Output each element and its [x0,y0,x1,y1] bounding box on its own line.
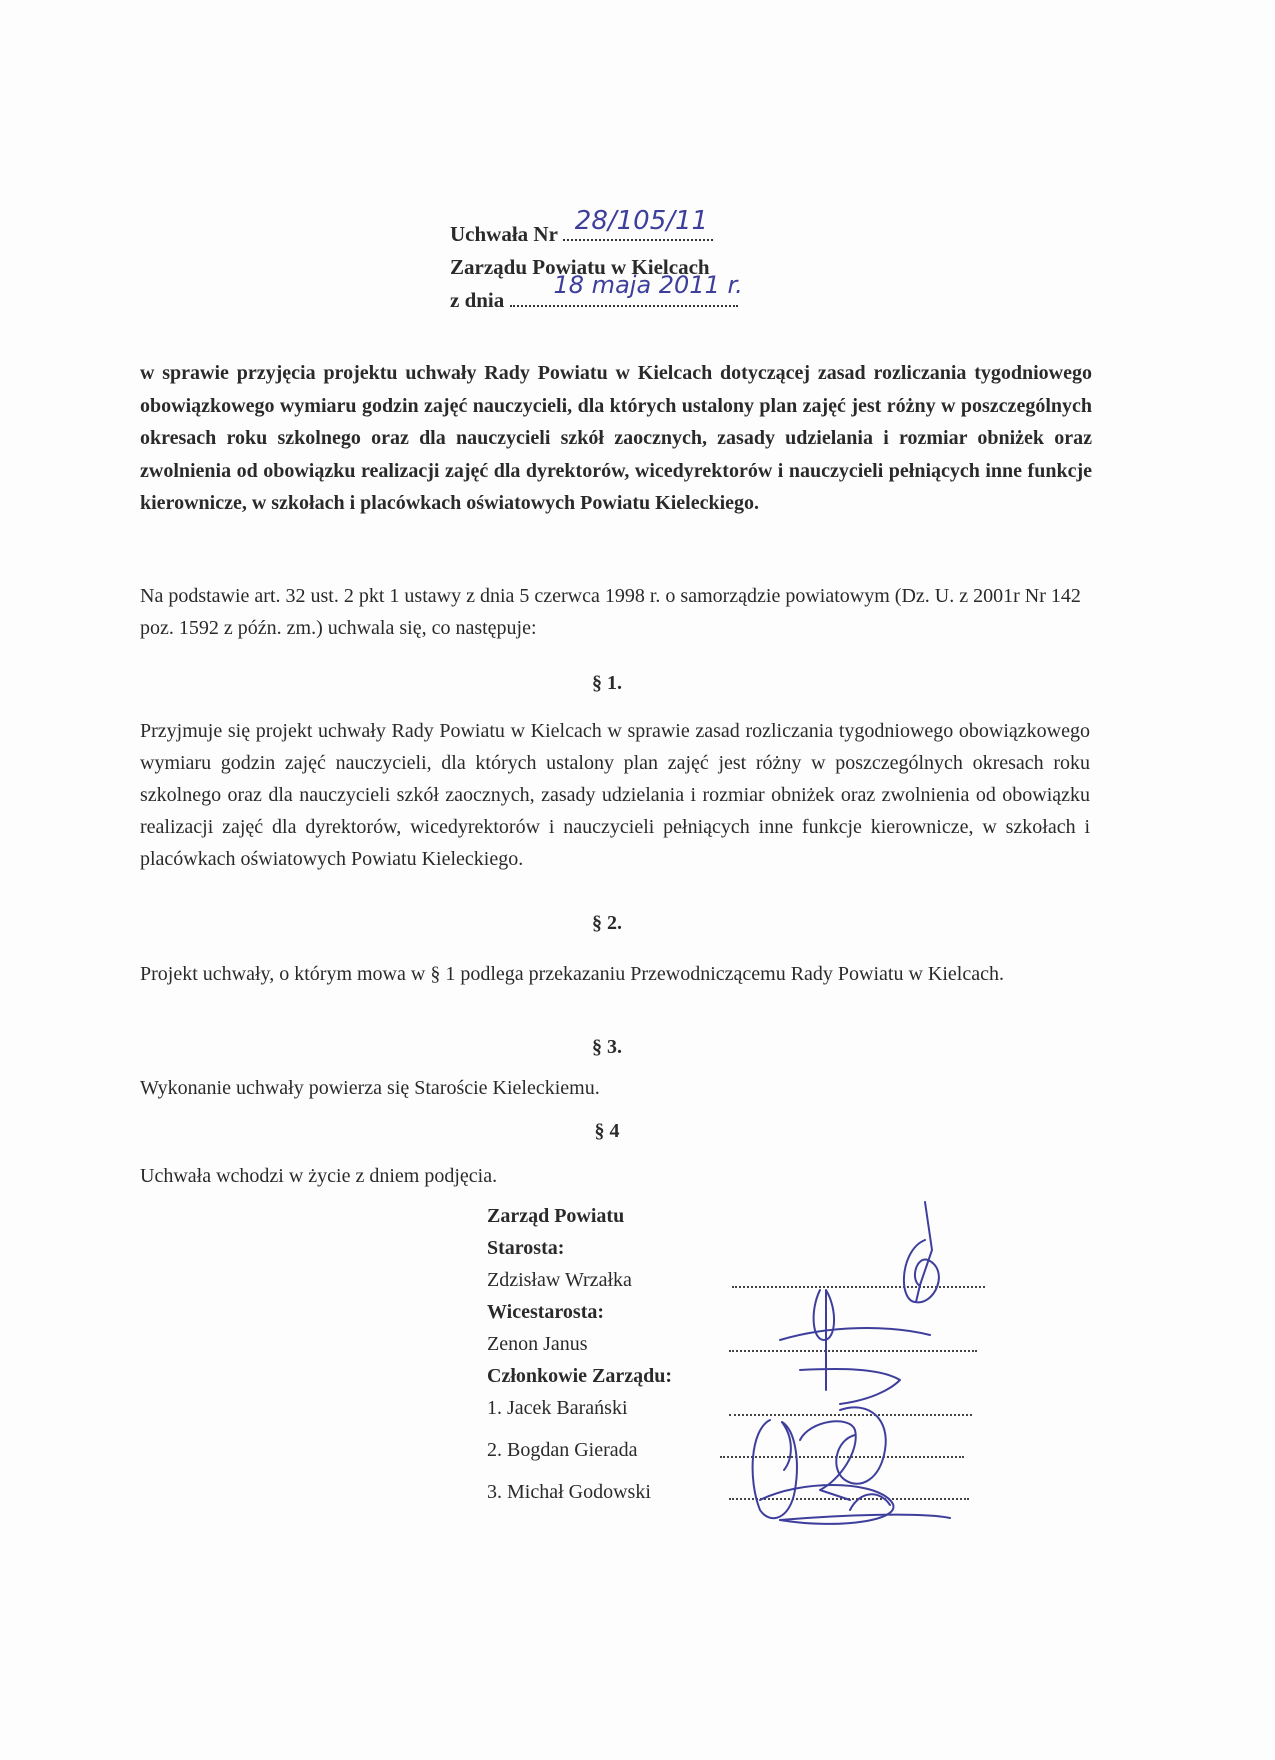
wicestarosta-name: Zenon Janus [487,1333,588,1355]
date-label: z dnia [450,288,505,312]
section-4-text: Uchwała wchodzi w życie z dniem podjęcia. [140,1165,498,1187]
resolution-number-line [450,206,770,251]
member-1-name: 1. Jacek Barański [487,1397,628,1419]
section-2-text: Projekt uchwały, o którym mowa w § 1 podlega przekazaniu Przewodniczącemu Rady Powiatu w Kielcach. [140,963,1004,985]
legal-basis: Na podstawie art. 32 ust. 2 pkt 1 ustawy z dnia 5 czerwca 1998 r. o samorządzie powiatowym (Dz. U. z 2001r Nr 142 poz. 1592 z późn. zm.) uchwala się, co następuje: [140,585,1081,639]
date-line [450,271,770,317]
board-title: Zarząd Powiatu [487,1205,625,1227]
resolution-subject: w sprawie przyjęcia projektu uchwały Rady Powiatu w Kielcach dotyczącej zasad rozliczania tygodniowego obowiązkowego wymiaru godzin zajęć nauczycieli, dla których ustalony plan zajęć jest różny w poszczególnych okresach roku szkolnego oraz dla nauczycieli szkół zaocznych, zasady udzielania i rozmiar obniżek oraz zwolnienia od obowiązku realizacji zajęć dla dyrektorów, wicedyrektorów i nauczycieli pełniących inne funkcje kierownicze, w szkołach i placówkach oświatowych Powiatu Kieleckiego. [140,362,1092,514]
handwritten-signatures [720,1190,980,1530]
member-3-name: 3. Michał Godowski [487,1481,651,1503]
section-3-text: Wykonanie uchwały powierza się Staroście Kieleckiemu. [140,1077,600,1099]
date-handwritten: 18 maja 2011 r. [553,271,743,299]
section-2-heading: § 2. [592,912,622,934]
member-2-name: 2. Bogdan Gierada [487,1439,638,1461]
resolution-number-dots [563,206,713,241]
members-label: Członkowie Zarządu: [487,1365,672,1387]
starosta-label: Starosta: [487,1237,565,1259]
date-dots [510,271,743,307]
resolution-label: Uchwała Nr [450,222,558,246]
section-4-heading: § 4 [594,1120,620,1142]
section-1-text: Przyjmuje się projekt uchwały Rady Powiatu w Kielcach w sprawie zasad rozliczania tygodniowego obowiązkowego wymiaru godzin zajęć nauczycieli, dla których ustalony plan zajęć jest różny w poszczególnych okresach roku szkolnego oraz dla nauczycieli szkół zaocznych, zasady udzielania i rozmiar obniżek oraz zwolnienia od obowiązku realizacji zajęć dla dyrektorów, wicedyrektorów i nauczycieli pełniących inne funkcje kierownicze, w szkołach i placówkach oświatowych Powiatu Kieleckiego. [140,720,1090,870]
section-3-heading: § 3. [592,1036,622,1058]
section-1-heading: § 1. [592,672,622,694]
resolution-number-handwritten: 28/105/11 [574,206,709,236]
starosta-name: Zdzisław Wrzałka [487,1269,632,1291]
board-line: Zarządu Powiatu w Kielcach [450,255,710,279]
resolution-header [450,206,770,317]
wicestarosta-label: Wicestarosta: [487,1301,605,1323]
